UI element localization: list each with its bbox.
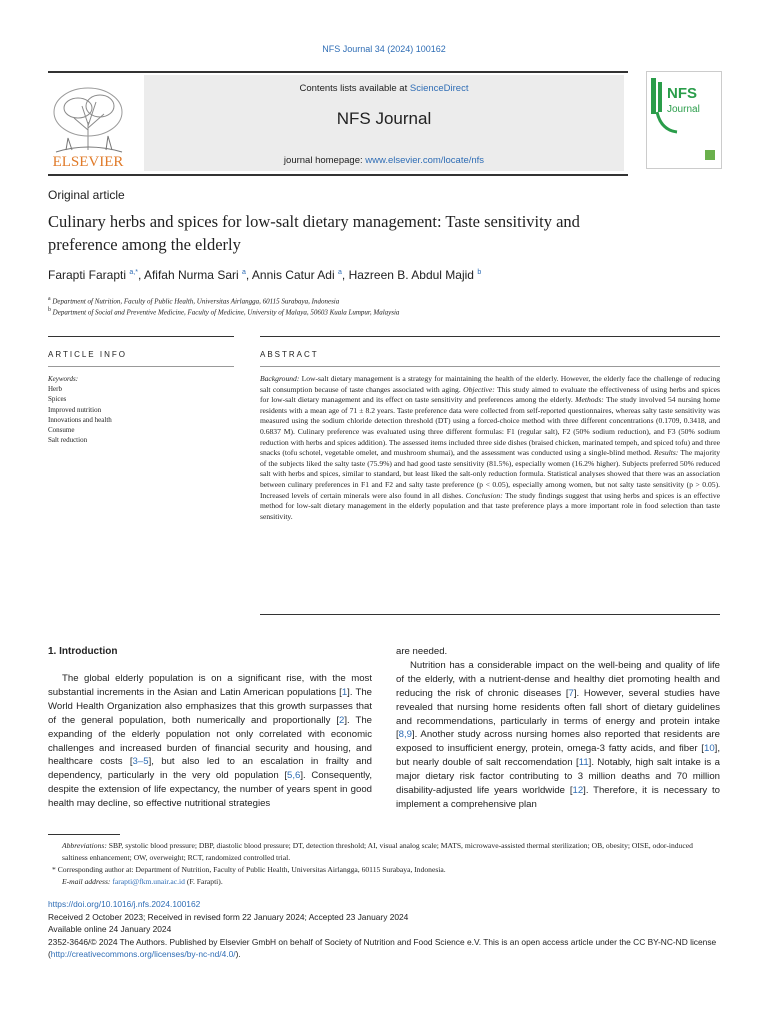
abstract-bottom-rule — [260, 614, 720, 615]
abstract-top-rule — [260, 336, 720, 337]
keyword-item: Spices — [48, 395, 67, 404]
footnotes — [48, 840, 720, 888]
homepage-line — [144, 155, 624, 166]
homepage-link[interactable]: www.elsevier.com/locate/nfs — [365, 155, 485, 166]
introduction-heading: 1. Introduction — [48, 646, 118, 657]
abstract-body — [260, 374, 720, 522]
author-4[interactable]: Hazreen B. Abdul Majid $^b$ — [348, 268, 482, 282]
elsevier-wordmark: ELSEVIER — [52, 154, 124, 170]
article-info-top-rule — [48, 336, 234, 337]
abstract-background: Background: Low-salt dietary management is a strategy for maintaining the health of the elderly. However, the elderly face the challenge of reducing salt consumption because of taste changes associated with aging. — [260, 374, 720, 394]
author-2[interactable]: Afifah Nurma Sari $^a$ — [143, 268, 246, 282]
citation-link[interactable]: 5,6 — [287, 770, 301, 782]
article-info-heading: ARTICLE INFO — [48, 350, 127, 359]
journal-title: NFS Journal — [336, 109, 432, 128]
citation-link[interactable]: 8,9 — [398, 729, 413, 741]
affiliation-a: $^a$ Department of Nutrition, Faculty of Public Health, Universitas Airlangga, 60115 Surabaya, Indonesia — [48, 296, 340, 306]
citation-link[interactable]: 12 — [572, 785, 584, 797]
doi-link[interactable]: https://doi.org/10.1016/j.nfs.2024.100162 — [48, 899, 201, 909]
email-link[interactable]: farapti@fkm.unair.ac.id — [112, 877, 185, 886]
contents-prefix: Contents lists available at — [299, 83, 410, 94]
footnote-rule — [48, 834, 120, 835]
license-text: 2352-3646/© 2024 The Authors. Published by Elsevier GmbH on behalf of Society of Nutrition and Food Science e.V. This is an open access article under the CC BY-NC-ND license (http://creativecommons.org/licenses/by-nc-nd/4.0/). — [48, 936, 717, 960]
available-online: Available online 24 January 2024 — [48, 924, 172, 935]
affiliation-b: $^b$ Department of Social and Preventive Medicine, Faculty of Medicine, University of Malaya, 50603 Kuala Lumpur, Malaysia — [48, 307, 400, 317]
keyword-item: Herb — [48, 385, 62, 394]
email-note: E-mail address: farapti@fkm.unair.ac.id (F. Farapti). — [62, 877, 223, 886]
intro-paragraph-1: The global elderly population is on a significant rise, with the most substantial increments in the Asian and Latin American populations [1]. The World Health Organization also emphasizes that this growth surpasses that of the general population, both numerically and proportionally [2]. The expanding of the elderly population not only correlated with economic challenges and increased burden of financial security and housing, and healthcare costs [3–5], but also led to an escalation in frailty and dependency, particularly in the very old population [5,6]. Consequently, despite the extension of life expectancy, the number of years spent in good health may decline, so effective nutritional strategies — [48, 673, 373, 810]
citation-link[interactable]: 3–5 — [132, 756, 149, 768]
corresponding-author-note: * Corresponding author at: Department of Nutrition, Faculty of Public Health, Universitas Airlangga, 60115 Surabaya, Indonesia. — [52, 865, 446, 874]
intro-right-column — [396, 645, 720, 812]
journal-cover[interactable] — [646, 71, 722, 169]
intro-paragraph-2: Nutrition has a considerable impact on the well-being and quality of life of the elderly, with a nutrient-dense and healthy diet promoting health and reducing the risk of chronic diseases [7]. However, several studies have revealed that nursing home residents often fall short of dietary guidelines and recommendations, particularly in terms of energy and protein intake [8,9]. Another study across nursing homes also reported that residents are exposed to insufficient energy, protein, omega-3 fatty acids, and fiber [10], but nearly double of salt reccomendation [11]. Notably, high salt intake is a major dietary risk factor contributing to 3 million deaths and 70 million disability-adjusted life years worldwide [12]. Therefore, it is necessary to implement a comprehensive plan — [396, 659, 720, 810]
intro-left-column — [48, 672, 372, 811]
journal-banner — [48, 71, 628, 175]
citation-link[interactable]: 10 — [703, 743, 715, 755]
received-dates: Received 2 October 2023; Received in revised form 22 January 2024; Accepted 23 January 2024 — [48, 911, 409, 922]
contents-line — [144, 83, 624, 94]
banner-bottom-rule — [48, 174, 628, 176]
abstract-heading: ABSTRACT — [260, 350, 319, 359]
publication-info — [48, 898, 720, 961]
homepage-prefix: journal homepage: — [283, 155, 366, 166]
citation-link[interactable]: 2 — [339, 714, 345, 726]
cover-title-journal: Journal — [667, 104, 700, 115]
keyword-item: Improved nutrition — [48, 405, 102, 414]
keyword-item: Consume — [48, 426, 75, 435]
cover-art-icon — [647, 72, 721, 168]
article-info-sub-rule — [48, 366, 234, 367]
citation-link[interactable]: 11 — [578, 757, 589, 769]
abbreviations-note: Abbreviations: SBP, systolic blood pressure; DBP, diastolic blood pressure; DT, detection threshold; AI, visual analog scale; MATS, microwave-assisted thermal sterilization; OB, obesity; OISE, odor-induced saltiness enhancement; OW, overweight; RCT, randomized controlled trial. — [62, 841, 693, 862]
abstract-conclusion: Conclusion: The study findings suggest that using herbs and spices is an effective method for low-salt dietary management in the elderly population and that taste preference plays a more important role in food selection than taste sensitivity. — [260, 490, 720, 521]
keywords-label: Keywords: — [48, 375, 79, 383]
keyword-item: Salt reduction — [48, 436, 88, 445]
keywords-block — [48, 374, 228, 445]
citation-link[interactable]: 7 — [568, 687, 574, 699]
abstract-sub-rule — [260, 366, 720, 367]
abstract-objective: Objective: This study aimed to evaluate the effectiveness of using herbs and spices for low-salt dietary management and its effect on taste sensitivity and preferences among the elderly. — [260, 384, 721, 405]
article-title: Culinary herbs and spices for low-salt dietary management: Taste sensitivity and preference among the elderly — [48, 212, 580, 254]
banner-panel — [144, 75, 624, 171]
author-1[interactable]: Farapti Farapti $^{a,*}$ — [48, 268, 138, 282]
intro-continuation: are needed. — [396, 646, 448, 657]
author-list: Farapti Farapti $^{a,*}$, Afifah Nurma Sari $^a$, Annis Catur Adi $^a$, Hazreen B. Abdul Majid $^b$ — [48, 268, 482, 282]
banner-top-rule — [48, 71, 628, 73]
author-3[interactable]: Annis Catur Adi $^a$ — [251, 268, 342, 282]
citation-link[interactable]: 1 — [341, 686, 348, 698]
abstract-methods: Methods: The study involved 54 nursing home residents with a mean age of 71 ± 8.2 years. Taste preference data were collected from self-reported questionnaires, whereas salty taste sensitivity was measured using the sodium chloride detection threshold (DT) using a forced-choice method with three different concentrations (0.1709, 0.3418, and 0.6837 M). Culinary preference was evaluated using three different formulas: F1 (regular salt), F2 (50% sodium reduction), and F3 (50% sodium reduction with herbs and spices addition). The assessed items included three side dishes (braised chicken, marinated tempeh, and spiced tofu) and three snacks (tofu schotel, vegetable omelet, and mushroom shumai), and the assessment was conducted using a single-blind method. — [260, 395, 720, 458]
license-link[interactable]: http://creativecommons.org/licenses/by-nc-nd/4.0/ — [50, 949, 236, 960]
abstract-results: Results: The majority of the subjects liked the salty taste (75.9%) and had good taste sensitivity (81.5%), especially women (16.2% higher). Subjects preferred 50% reduced salt with herbs and spices, similar to standard, but least liked the salt-only reduction formula. Statistical analyses showed that there was an association between culinary preferences in F1 and F2 and salty taste preference (p < 0.05), especially among women, but not salty taste sensitivity (p > 0.05). Increased levels of certain minerals were also found in all dishes. — [260, 448, 720, 500]
article-type: Original article — [48, 188, 125, 202]
journal-reference[interactable]: NFS Journal 34 (2024) 100162 — [322, 44, 446, 54]
keyword-item: Innovations and health — [48, 415, 112, 424]
cover-title-nfs: NFS — [667, 85, 697, 102]
sciencedirect-link[interactable]: ScienceDirect — [409, 83, 469, 94]
